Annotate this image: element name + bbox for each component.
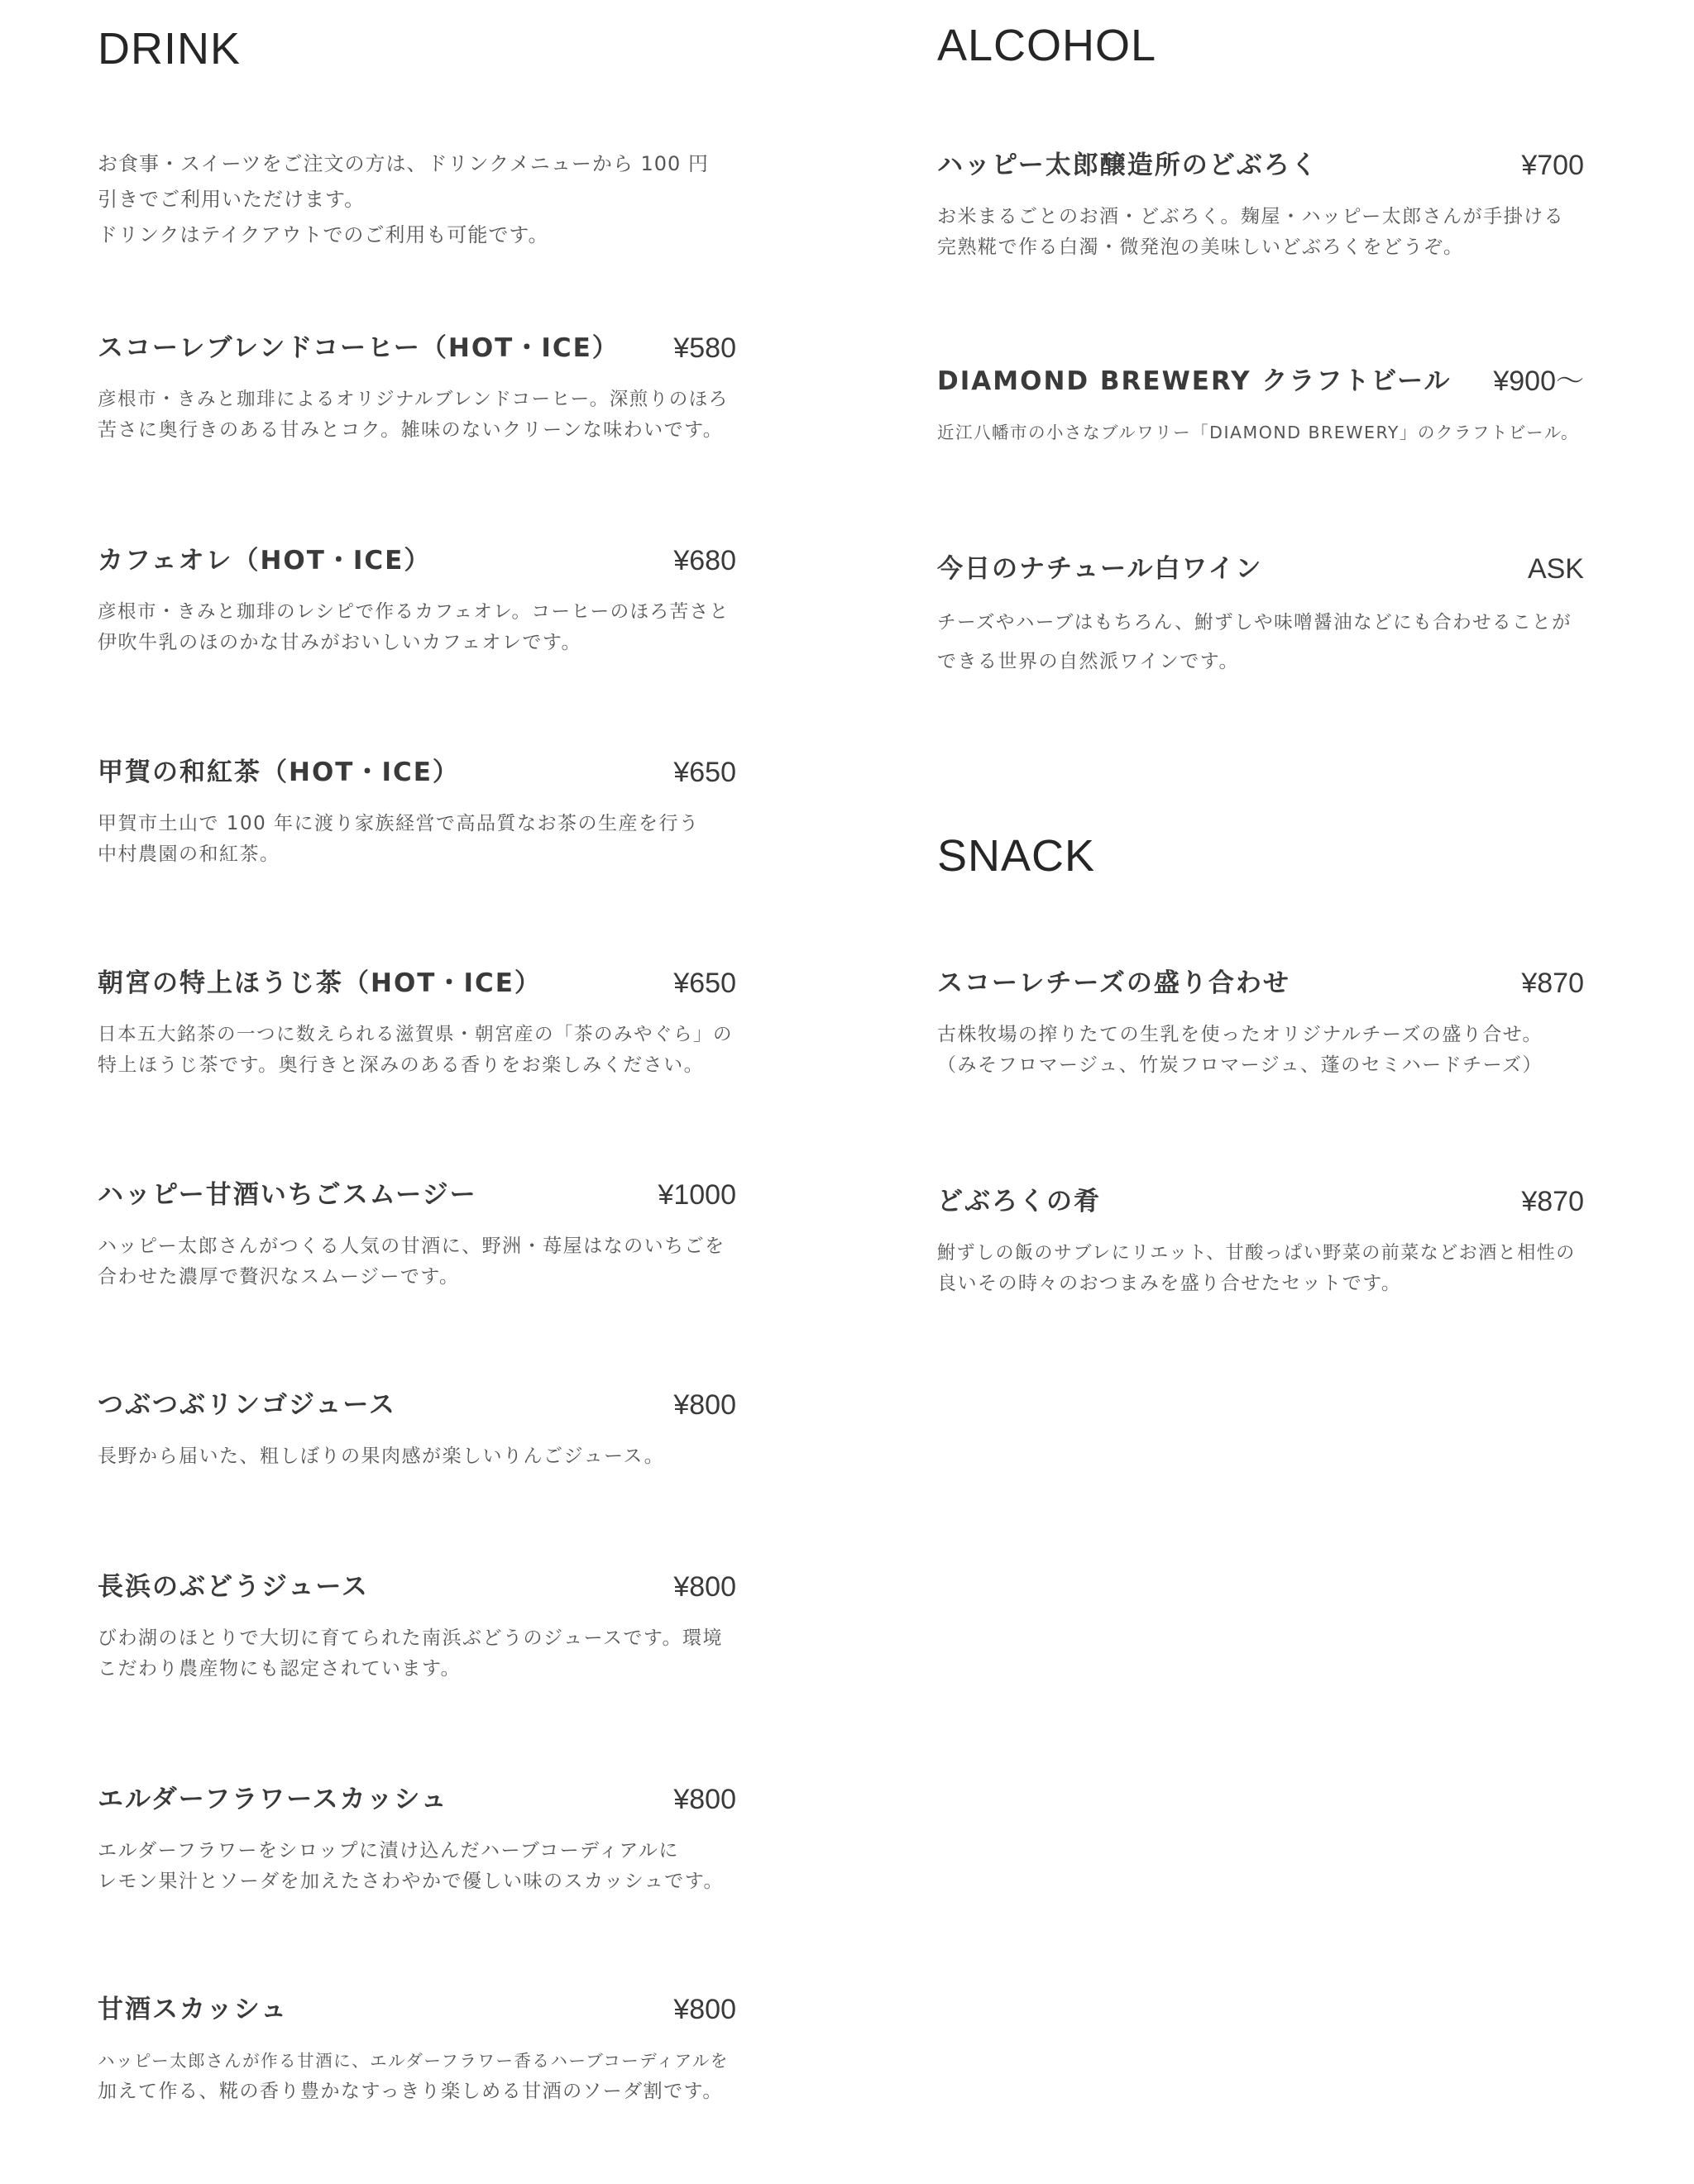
- item-price: ¥870: [1521, 1186, 1584, 1217]
- item-price: ¥870: [1521, 968, 1584, 999]
- item-description: [98, 1441, 736, 1472]
- intro-line: ドリンクはテイクアウトでのご利用も可能です。: [98, 223, 549, 246]
- description-line: 完熟糀で作る白濁・微発泡の美味しいどぶろくをどうぞ。: [937, 237, 1464, 258]
- item-description: [937, 418, 1584, 448]
- menu-item-craft-beer: [937, 363, 1584, 448]
- description-line: 中村農園の和紅茶。: [98, 843, 280, 865]
- item-price: ¥680: [673, 545, 736, 576]
- item-name: 甘酒スカッシュ: [98, 1995, 289, 2024]
- description-line: 伊吹牛乳のほのかな甘みがおいしいカフェオレです。: [98, 632, 582, 653]
- description-line: ハッピー太郎さんが作る甘酒に、エルダーフラワー香るハーブコーディアルを: [98, 2051, 729, 2071]
- item-price: ¥800: [673, 1784, 736, 1815]
- item-price: ¥650: [673, 757, 736, 788]
- menu-item-amazake-squash: [98, 1991, 736, 2107]
- item-price: ASK: [1527, 553, 1584, 585]
- description-line: 彦根市・きみと珈琲によるオリジナルブレンドコーヒー。深煎りのほろ: [98, 389, 729, 410]
- menu-item-elderflower-squash: [98, 1781, 736, 1897]
- section-title-alcohol: ALCOHOL: [937, 21, 1157, 70]
- item-name: 今日のナチュール白ワイン: [937, 554, 1263, 584]
- description-line: 日本五大銘茶の一つに数えられる滋賀県・朝宮産の「茶のみやぐら」の: [98, 1024, 734, 1045]
- item-price: ¥700: [1521, 150, 1584, 181]
- item-name: スコーレブレンドコーヒー（HOT・ICE）: [98, 333, 620, 363]
- item-name: カフェオレ（HOT・ICE）: [98, 546, 432, 576]
- description-line: レモン果汁とソーダを加えたさわやかで優しい味のスカッシュです。: [98, 1871, 724, 1892]
- item-description: [937, 1020, 1584, 1081]
- item-description: [98, 385, 736, 446]
- description-line: 近江八幡市の小さなブルワリー「DIAMOND BREWERY」のクラフトビール。: [937, 423, 1580, 442]
- item-description: [98, 1231, 736, 1293]
- menu-item-natural-white-wine: [937, 551, 1584, 681]
- menu-item-hojicha: [98, 965, 736, 1081]
- item-description: [937, 604, 1584, 681]
- item-name: 朝宮の特上ほうじ茶（HOT・ICE）: [98, 968, 542, 998]
- item-price: ¥1000: [658, 1179, 736, 1211]
- description-line: 合わせた濃厚で贅沢なスムージーです。: [98, 1266, 460, 1288]
- item-price: ¥650: [673, 968, 736, 999]
- description-line: チーズやハーブはもちろん、鮒ずしや味噌醤油などにも合わせることが: [937, 612, 1572, 633]
- description-line: できる世界の自然派ワインです。: [937, 651, 1239, 672]
- description-line: びわ湖のほとりで大切に育てられた南浜ぶどうのジュースです。環境: [98, 1627, 724, 1649]
- item-name: 長浜のぶどうジュース: [98, 1572, 369, 1602]
- description-line: ハッピー太郎さんがつくる人気の甘酒に、野洲・苺屋はなのいちごを: [98, 1235, 725, 1257]
- item-price: ¥900〜: [1493, 366, 1584, 397]
- item-description: [937, 1238, 1584, 1299]
- item-name: つぶつぶリンゴジュース: [98, 1390, 396, 1420]
- item-description: [98, 1020, 736, 1081]
- item-description: [98, 2046, 736, 2107]
- description-line: 良いその時々のおつまみを盛り合せたセットです。: [937, 1273, 1402, 1294]
- item-price: ¥800: [673, 1389, 736, 1421]
- menu-item-amazake-smoothie: [98, 1177, 736, 1293]
- description-line: 長野から届いた、粗しぼりの果肉感が楽しいりんごジュース。: [98, 1446, 665, 1467]
- item-name: 甲賀の和紅茶（HOT・ICE）: [98, 757, 460, 787]
- menu-item-apple-juice: [98, 1387, 736, 1472]
- item-description: [937, 202, 1584, 263]
- description-line: 古株牧場の搾りたての生乳を使ったオリジナルチーズの盛り合せ。: [937, 1024, 1543, 1045]
- description-line: エルダーフラワーをシロップに漬け込んだハーブコーディアルに: [98, 1840, 679, 1861]
- item-description: [98, 1836, 736, 1897]
- intro-line: 引きでご利用いただけます。: [98, 188, 366, 211]
- description-line: 苦さに奥行きのある甘みとコク。雑味のないクリーンな味わいです。: [98, 419, 724, 441]
- item-name: スコーレチーズの盛り合わせ: [937, 968, 1290, 998]
- item-price: ¥800: [673, 1994, 736, 2025]
- description-line: （みそフロマージュ、竹炭フロマージュ、蓬のセミハードチーズ）: [937, 1054, 1543, 1076]
- item-price: ¥580: [673, 332, 736, 364]
- item-name: どぶろくの肴: [937, 1187, 1101, 1216]
- menu-item-grape-juice: [98, 1569, 736, 1685]
- menu-item-doburoku: [937, 147, 1584, 263]
- item-name: ハッピー甘酒いちごスムージー: [98, 1180, 477, 1210]
- description-line: 特上ほうじ茶です。奥行きと深みのある香りをお楽しみください。: [98, 1054, 705, 1076]
- section-title-snack: SNACK: [937, 831, 1096, 881]
- description-line: お米まるごとのお酒・どぶろく。麹屋・ハッピー太郎さんが手掛ける: [937, 206, 1565, 227]
- item-name: DIAMOND BREWERY クラフトビール: [937, 366, 1452, 396]
- item-name: エルダーフラワースカッシュ: [98, 1785, 448, 1814]
- section-title-drink: DRINK: [98, 24, 242, 74]
- menu-item-cafe-au-lait: [98, 542, 736, 658]
- item-price: ¥800: [673, 1571, 736, 1603]
- menu-item-doburoku-snacks: [937, 1183, 1584, 1299]
- item-description: [98, 1623, 736, 1685]
- item-description: [98, 597, 736, 658]
- description-line: 加えて作る、糀の香り豊かなすっきり楽しめる甘酒のソーダ割です。: [98, 2081, 723, 2102]
- description-line: 甲賀市土山で 100 年に渡り家族経営で高品質なお茶の生産を行う: [98, 813, 700, 834]
- drink-intro: [98, 146, 736, 253]
- menu-item-blend-coffee: [98, 330, 736, 446]
- intro-line: お食事・スイーツをご注文の方は、ドリンクメニューから 100 円: [98, 152, 709, 175]
- description-line: 鮒ずしの飯のサブレにリエット、甘酸っぱい野菜の前菜などお酒と相性の: [937, 1243, 1576, 1264]
- description-line: こだわり農産物にも認定されています。: [98, 1658, 462, 1680]
- item-name: ハッピー太郎醸造所のどぶろく: [937, 151, 1318, 180]
- description-line: 彦根市・きみと珈琲のレシピで作るカフェオレ。コーヒーのほろ苦さと: [98, 601, 730, 623]
- menu-item-cheese-platter: [937, 965, 1584, 1081]
- menu-item-koka-black-tea: [98, 754, 736, 870]
- item-description: [98, 809, 736, 870]
